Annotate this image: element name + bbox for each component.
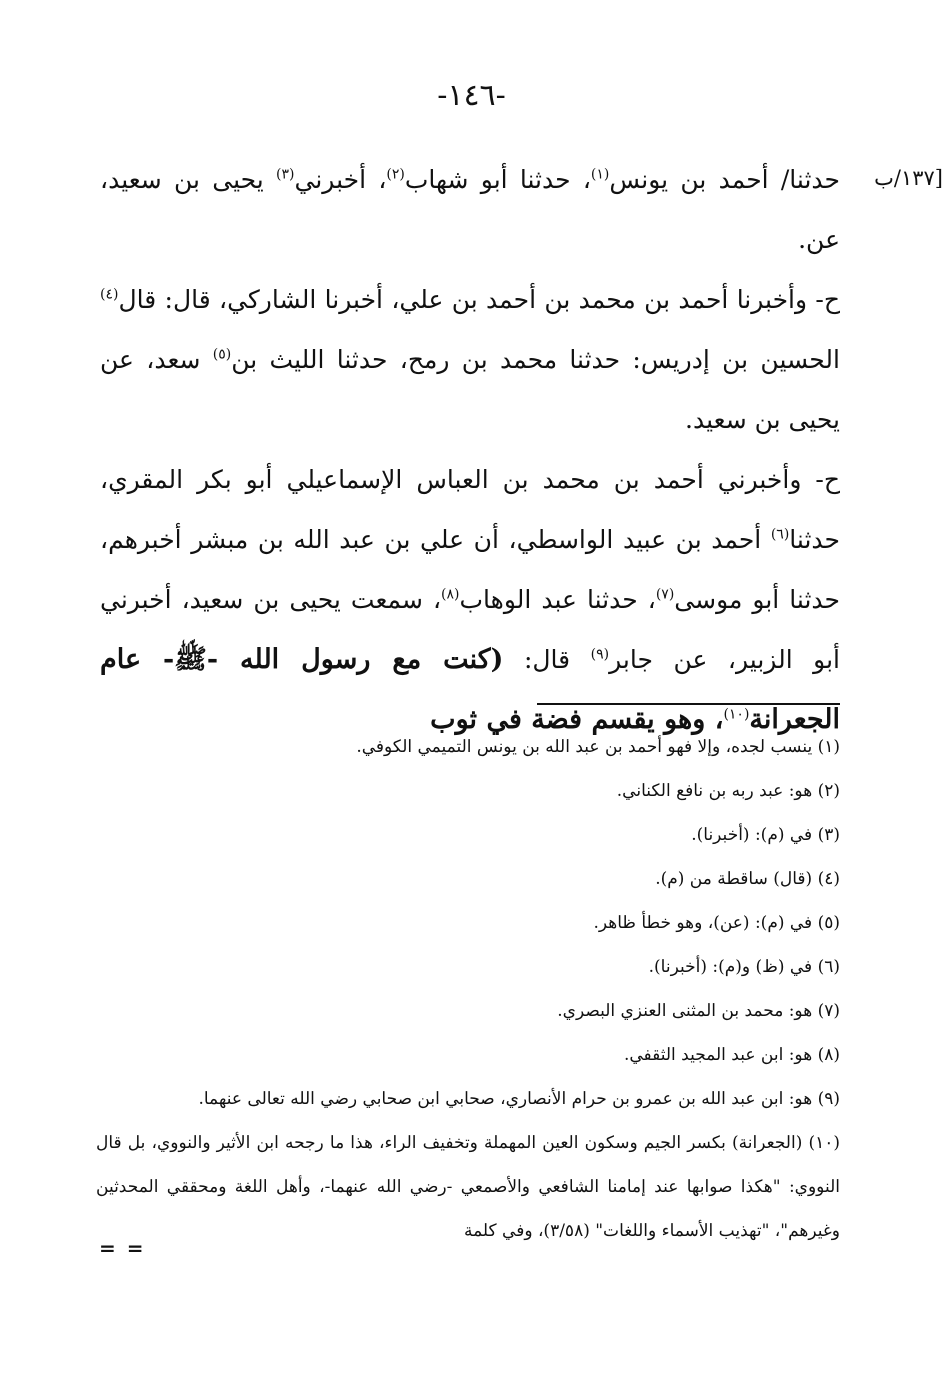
paragraph-3 xyxy=(100,450,840,750)
paragraph-1 xyxy=(100,150,840,270)
text-segment: الحسين بن إدريس: حدثنا محمد بن رمح، حدثنا الليث بن xyxy=(231,345,840,374)
continuation-mark: = = xyxy=(99,1236,146,1260)
footnote-7: (٧) هو: محمد بن المثنى العنزي البصري. xyxy=(557,1001,840,1021)
footnote-divider xyxy=(537,703,840,705)
footnote-ref[interactable]: (٢) xyxy=(386,166,405,183)
footnote-ref[interactable]: (١) xyxy=(590,166,610,183)
text-segment: قال: xyxy=(503,645,591,674)
footnote-8: (٨) هو: ابن عبد المجيد الثقفي. xyxy=(623,1045,840,1065)
footnote-9: (٩) هو: ابن عبد الله بن عمرو بن حرام الأنصاري، صحابي ابن صحابي رضي الله تعالى عنهما. xyxy=(198,1089,840,1109)
paragraph-2 xyxy=(100,270,840,450)
text-segment: ، أخبرني xyxy=(294,165,387,194)
footnote-ref[interactable]: (٩) xyxy=(590,646,610,663)
footnote-4: (٤) (قال) ساقطة من (م). xyxy=(655,869,840,889)
footnote-1: (١) ينسب لجده، وإلا فهو أحمد بن عبد الله بن يونس التميمي الكوفي. xyxy=(356,737,840,757)
text-segment: يحيى بن سعيد، عن. xyxy=(100,165,840,254)
text-segment: حدثنا/ أحمد بن يونس xyxy=(609,165,840,194)
text-segment: ، حدثنا أبو شهاب xyxy=(404,165,591,194)
text-segment: سعد، عن يحيى بن سعيد. xyxy=(100,345,840,434)
footnote-2: (٢) هو: عبد ربه بن نافع الكناني. xyxy=(616,781,840,801)
folio-marker: [١٣٧/ب xyxy=(874,166,943,190)
footnote-ref[interactable]: (٣) xyxy=(276,166,295,183)
footnote-ref[interactable]: (١٠) xyxy=(723,706,750,723)
text-segment: ، حدثنا عبد الوهاب xyxy=(459,585,656,614)
footnote-3: (٣) في (م): (أخبرنا). xyxy=(691,825,840,845)
footnote-ref[interactable]: (٦) xyxy=(770,526,790,543)
text-segment: ح- وأخبرني أحمد بن محمد بن العباس الإسماعيلي أبو بكر المقري، حدثنا xyxy=(100,465,840,554)
footnote-ref[interactable]: (٤) xyxy=(100,286,119,303)
hadith-quote: ، وهو يقسم فضة في ثوب xyxy=(430,704,724,735)
footnote-ref[interactable]: (٥) xyxy=(212,346,232,363)
footnote-ref[interactable]: (٧) xyxy=(655,586,675,603)
page-number: -١٤٦- xyxy=(437,78,506,113)
footnote-10: (١٠) (الجعرانة) بكسر الجيم وسكون العين المهملة وتخفيف الراء، هذا ما رجحه ابن الأثير والنووي، بل قال النووي: "هكذا صوابها عند إمامنا الشافعي والأصمعي -رضي الله عنهما-، وأهل اللغة ومحققي المحدثين وغيرهم"، "تهذيب الأسماء واللغات" (٣/٥٨)، وفي كلمة xyxy=(96,1133,840,1241)
text-segment: أحمد بن عبيد الواسطي، أن علي بن عبد الله بن مبشر أخبرهم، حدثنا أبو موسى xyxy=(100,525,840,614)
footnote-ref[interactable]: (٨) xyxy=(441,586,460,603)
text-segment: ، سمعت يحيى بن سعيد، أخبرني أبو الزبير، عن جابر xyxy=(100,585,840,674)
main-text xyxy=(100,150,840,750)
footnote-5: (٥) في (م): (عن)، وهو خطأ ظاهر. xyxy=(593,913,840,933)
footnotes xyxy=(96,725,840,1253)
text-segment: ح- وأخبرنا أحمد بن محمد بن أحمد بن علي، أخبرنا الشاركي، قال: قال xyxy=(118,285,840,314)
hadith-quote: (كنت مع رسول الله -ﷺ- عام الجعرانة xyxy=(100,644,840,735)
footnote-6: (٦) في (ظ) و(م): (أخبرنا). xyxy=(648,957,840,977)
